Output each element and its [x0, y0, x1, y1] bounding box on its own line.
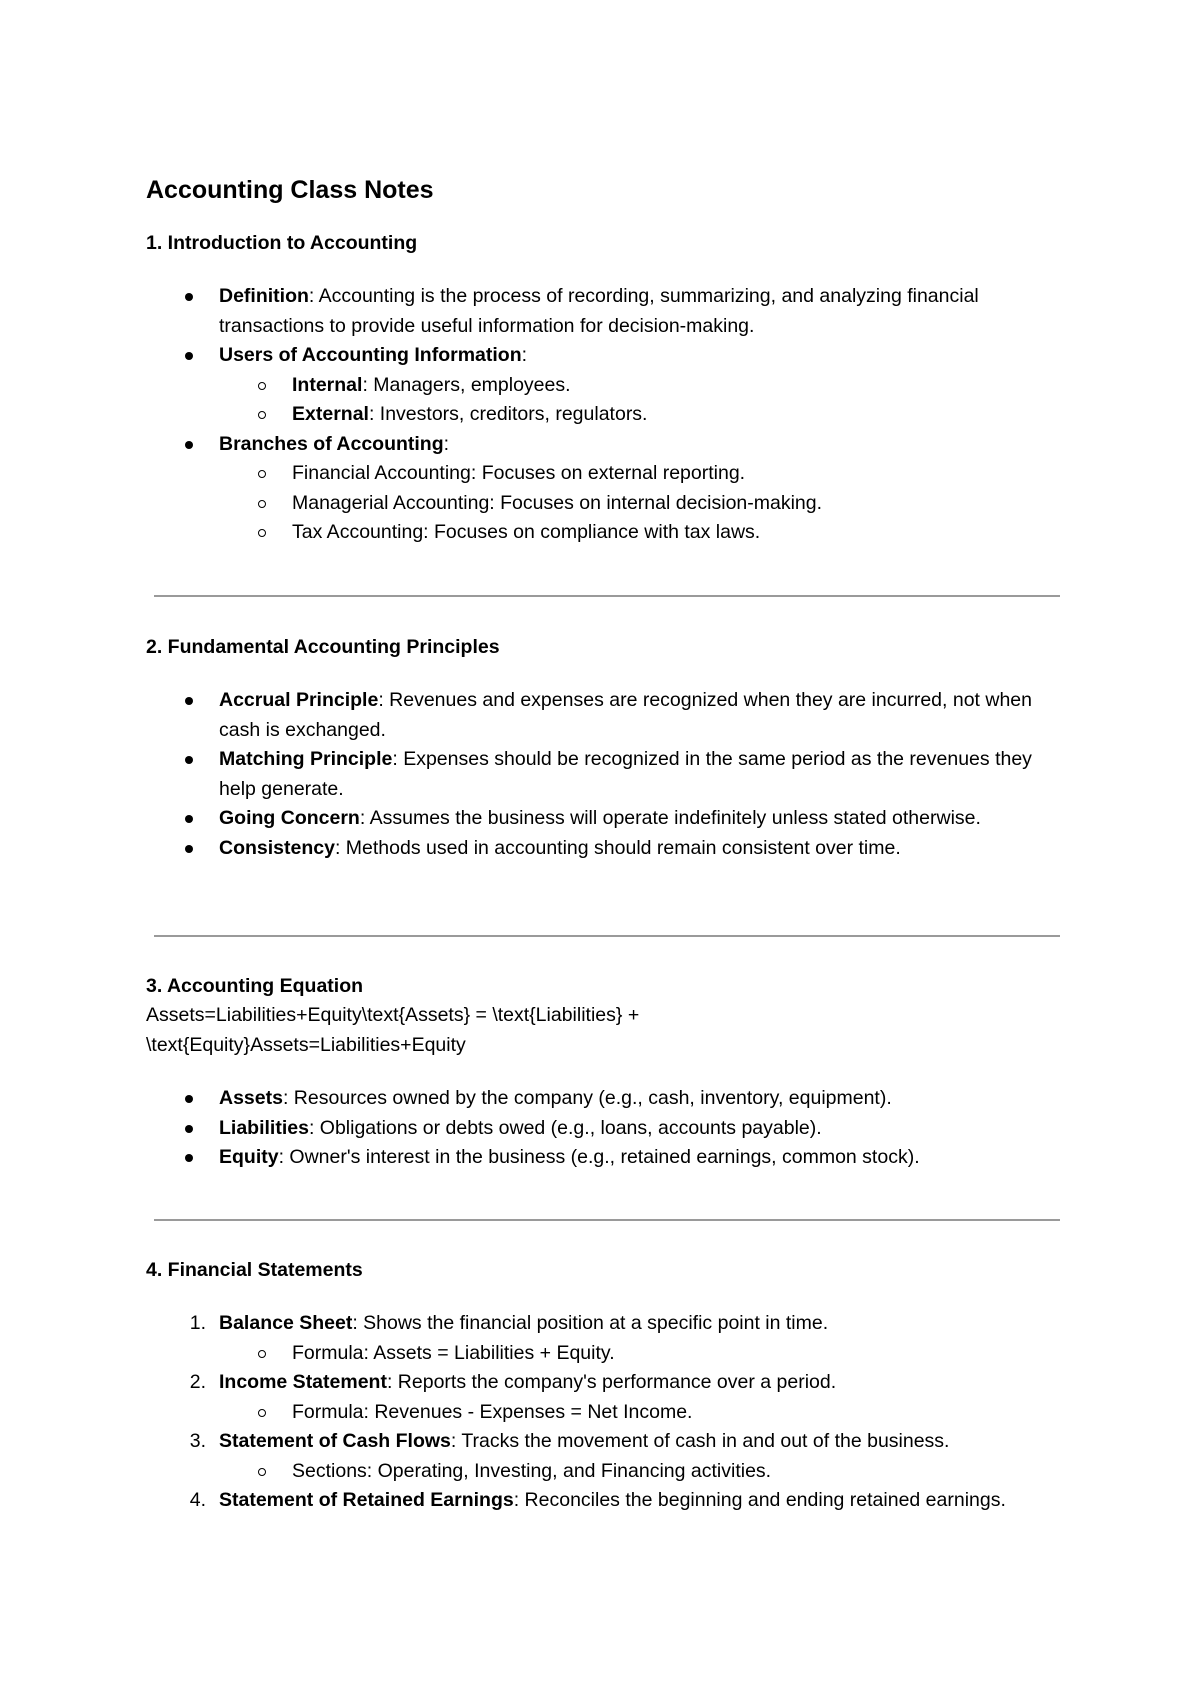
list-item [146, 1368, 1066, 1398]
list-item [146, 1486, 1066, 1516]
list-item [146, 282, 1066, 341]
section-principles [146, 632, 1066, 863]
term-description: : Reconciles the beginning and ending retained earnings. [513, 1489, 1006, 1511]
section-equation [146, 971, 1066, 1173]
term-description: : [443, 432, 450, 455]
bullet-list [146, 686, 1066, 863]
horizontal-divider [154, 595, 1060, 597]
sub-list-item [146, 489, 1066, 519]
circle-bullet-icon [258, 1350, 266, 1358]
sub-list-item [146, 1339, 1066, 1369]
term-description: : Assumes the business will operate indefinitely unless stated otherwise. [359, 807, 981, 829]
bullet-icon [185, 1125, 193, 1133]
bullet-icon [185, 756, 193, 764]
term-description: : Managers, employees. [362, 373, 571, 396]
sub-item-text: Sections: Operating, Investing, and Financing activities. [292, 1459, 772, 1482]
bullet-icon [185, 1095, 193, 1103]
list-item [146, 745, 1066, 804]
sub-item-text: Formula: Assets = Liabilities + Equity. [292, 1341, 615, 1364]
circle-bullet-icon [258, 529, 266, 537]
bullet-icon [185, 1154, 193, 1162]
term-description: : Revenues and expenses are recognized when they are incurred, not when cash is exchanged. [219, 689, 1032, 741]
sub-list-item [146, 1457, 1066, 1487]
bullet-icon [185, 845, 193, 853]
list-item [146, 1084, 1066, 1114]
equation-text: Assets=Liabilities+Equity\text{Assets} = \text{Liabilities} + \text{Equity}Assets=Liabilities+Equity [146, 1004, 640, 1056]
term-description: : Reports the company's performance over a period. [386, 1371, 837, 1393]
section-financial-statements [146, 1255, 1066, 1516]
list-item [146, 1427, 1066, 1457]
bullet-list [146, 1084, 1066, 1173]
term-label: Definition [219, 285, 309, 307]
circle-bullet-icon [258, 1409, 266, 1417]
term-label: Matching Principle [219, 748, 393, 770]
list-item [146, 804, 1066, 834]
list-number: 3. [189, 1430, 206, 1452]
section-heading: 3. Accounting Equation [146, 975, 364, 997]
bullet-icon [185, 352, 193, 360]
term-description: : Obligations or debts owed (e.g., loans, accounts payable). [308, 1116, 822, 1139]
term-description: : Accounting is the process of recording, summarizing, and analyzing financial transactions to provide useful information for decision-making. [219, 285, 979, 337]
term-description: : Resources owned by the company (e.g., cash, inventory, equipment). [282, 1087, 892, 1109]
section-heading: 2. Fundamental Accounting Principles [146, 636, 500, 658]
bullet-icon [185, 815, 193, 823]
sub-list-item [146, 518, 1066, 548]
term-description: : [521, 344, 528, 366]
sub-list-item [146, 1398, 1066, 1428]
section-introduction [146, 170, 1066, 548]
list-item [146, 430, 1066, 460]
term-label: Balance Sheet [219, 1312, 353, 1334]
bullet-list [146, 282, 1066, 548]
list-number: 1. [189, 1312, 206, 1334]
section-heading: 1. Introduction to Accounting [146, 232, 418, 254]
term-label: Income Statement [219, 1371, 387, 1393]
term-label: Branches of Accounting [219, 432, 444, 455]
sub-list-item [146, 371, 1066, 401]
term-label: Statement of Cash Flows [219, 1430, 451, 1452]
sub-list-item [146, 459, 1066, 489]
section-heading: 4. Financial Statements [146, 1259, 363, 1281]
list-item [146, 834, 1066, 864]
sub-item-text: Tax Accounting: Focuses on compliance with tax laws. [292, 521, 761, 543]
sub-list-item [146, 400, 1066, 430]
circle-bullet-icon [258, 382, 266, 390]
list-item [146, 1114, 1066, 1144]
term-label: Users of Accounting Information [219, 344, 522, 366]
list-number: 2. [189, 1371, 206, 1393]
sub-item-text: Formula: Revenues - Expenses = Net Income. [292, 1400, 693, 1423]
circle-bullet-icon [258, 1468, 266, 1476]
bullet-icon [185, 697, 193, 705]
term-description: : Methods used in accounting should remain consistent over time. [334, 836, 901, 859]
list-item [146, 1309, 1066, 1339]
term-label: Assets [219, 1087, 283, 1109]
term-label: Internal [292, 373, 363, 396]
bullet-icon [185, 293, 193, 301]
term-label: External [292, 403, 369, 425]
list-number: 4. [189, 1489, 206, 1511]
term-label: Going Concern [219, 807, 360, 829]
sub-item-text: Managerial Accounting: Focuses on internal decision-making. [292, 491, 823, 514]
horizontal-divider [154, 935, 1060, 937]
list-item [146, 1143, 1066, 1173]
term-description: : Tracks the movement of cash in and out of the business. [450, 1430, 950, 1452]
sub-item-text: Financial Accounting: Focuses on external reporting. [292, 462, 746, 484]
term-label: Consistency [219, 836, 335, 859]
term-label: Liabilities [219, 1116, 309, 1139]
horizontal-divider [154, 1219, 1060, 1221]
term-label: Accrual Principle [219, 689, 379, 711]
term-description: : Owner's interest in the business (e.g., retained earnings, common stock). [278, 1146, 920, 1168]
term-description: : Expenses should be recognized in the same period as the revenues they help generate. [219, 748, 1032, 800]
circle-bullet-icon [258, 411, 266, 419]
document-title: Accounting Class Notes [146, 176, 434, 204]
term-label: Equity [219, 1146, 279, 1168]
list-item [146, 686, 1066, 745]
numbered-list [146, 1309, 1066, 1516]
term-description: : Shows the financial position at a specific point in time. [352, 1312, 829, 1334]
list-item [146, 341, 1066, 371]
circle-bullet-icon [258, 470, 266, 478]
circle-bullet-icon [258, 500, 266, 508]
term-label: Statement of Retained Earnings [219, 1489, 514, 1511]
term-description: : Investors, creditors, regulators. [368, 403, 648, 425]
bullet-icon [185, 441, 193, 449]
